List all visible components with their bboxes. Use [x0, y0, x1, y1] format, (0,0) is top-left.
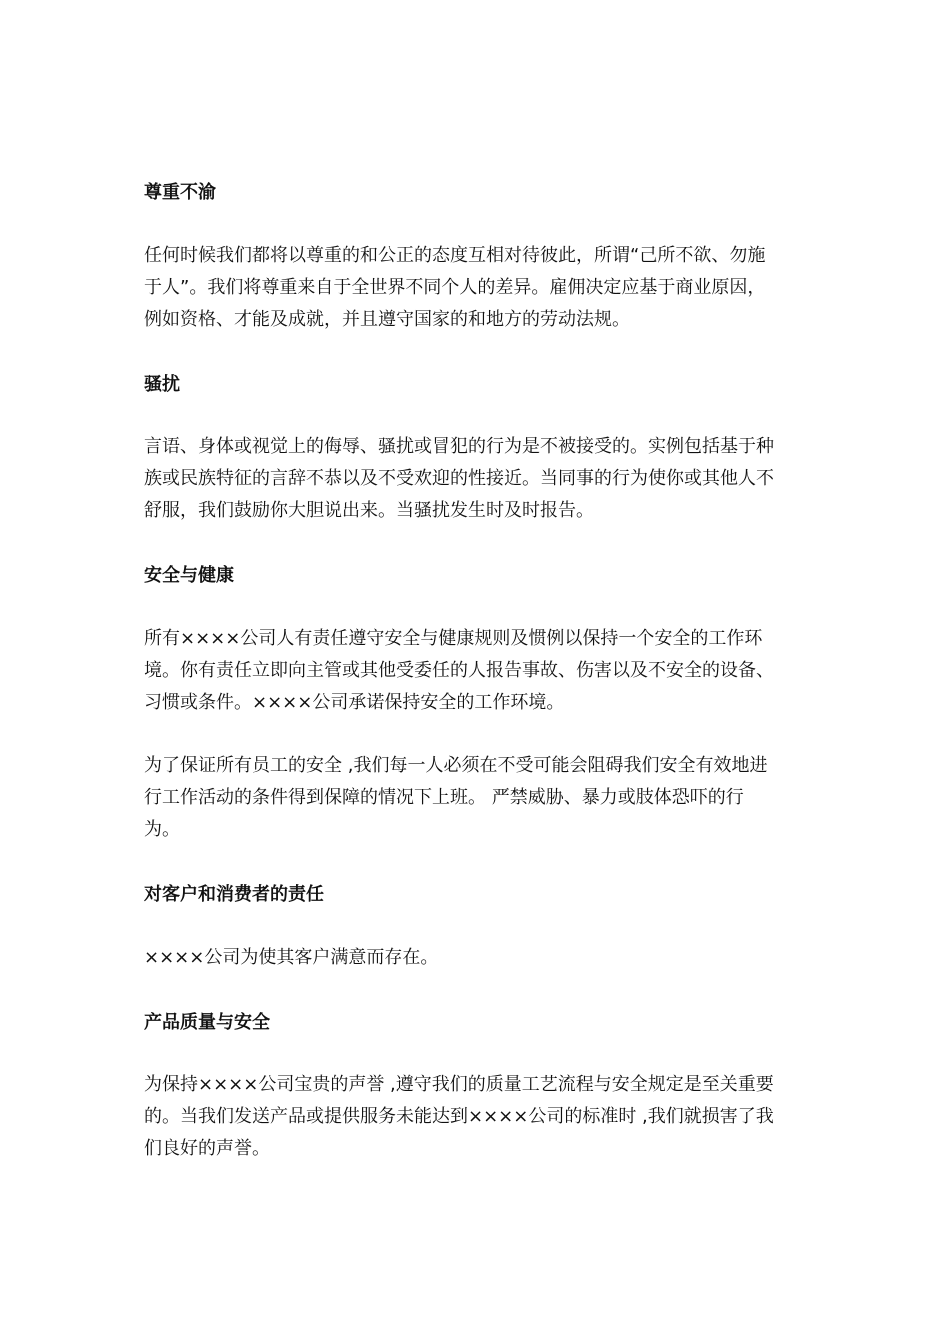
section-paragraph-product-quality: [144, 1069, 810, 1165]
paragraph-line: 境。你有责任立即向主管或其他受委任的人报告事故、伤害以及不安全的设备、: [144, 660, 774, 681]
paragraph-line: 例如资格、才能及成就，并且遵守国家的和地方的劳动法规。: [144, 309, 630, 330]
section-heading-safety-health: 安全与健康: [144, 565, 234, 586]
section-heading-customer-responsibility: 对客户和消费者的责任: [144, 884, 324, 905]
section-paragraph-customer-responsibility: [144, 942, 810, 974]
paragraph-line: 为保持××××公司宝贵的声誉 ,遵守我们的质量工艺流程与安全规定是至关重要: [144, 1074, 774, 1095]
section-heading-product-quality: 产品质量与安全: [144, 1012, 270, 1033]
section-heading-respect: 尊重不渝: [144, 182, 216, 203]
paragraph-line: 任何时候我们都将以尊重的和公正的态度互相对待彼此，所谓“己所不欲、勿施: [144, 245, 766, 266]
paragraph-line: 行工作活动的条件得到保障的情况下上班。 严禁威胁、暴力或肢体恐吓的行: [144, 787, 744, 808]
paragraph-line: 言语、身体或视觉上的侮辱、骚扰或冒犯的行为是不被接受的。实例包括基于种: [144, 436, 774, 457]
paragraph-line: 舒服，我们鼓励你大胆说出来。当骚扰发生时及时报告。: [144, 500, 594, 521]
section-paragraph-harassment: [144, 431, 810, 527]
paragraph-line: 所有××××公司人有责任遵守安全与健康规则及惯例以保持一个安全的工作环: [144, 628, 763, 649]
section-paragraph-respect: [144, 240, 810, 336]
paragraph-line: 为。: [144, 819, 180, 840]
section-heading-harassment: 骚扰: [144, 374, 180, 395]
paragraph-line: 为了保证所有员工的安全 ,我们每一人必须在不受可能会阻碍我们安全有效地进: [144, 755, 768, 776]
paragraph-line: 习惯或条件。××××公司承诺保持安全的工作环境。: [144, 692, 565, 713]
paragraph-line: ××××公司为使其客户满意而存在。: [144, 947, 439, 968]
section-paragraph-safety-health-1: [144, 623, 810, 719]
paragraph-line: 的。当我们发送产品或提供服务未能达到××××公司的标准时 ,我们就损害了我: [144, 1106, 774, 1127]
paragraph-line: 族或民族特征的言辞不恭以及不受欢迎的性接近。当同事的行为使你或其他人不: [144, 468, 774, 489]
section-paragraph-safety-health-2: [144, 750, 810, 846]
paragraph-line: 于人”。我们将尊重来自于全世界不同个人的差异。雇佣决定应基于商业原因，: [144, 277, 766, 298]
paragraph-line: 们良好的声誉。: [144, 1138, 270, 1159]
